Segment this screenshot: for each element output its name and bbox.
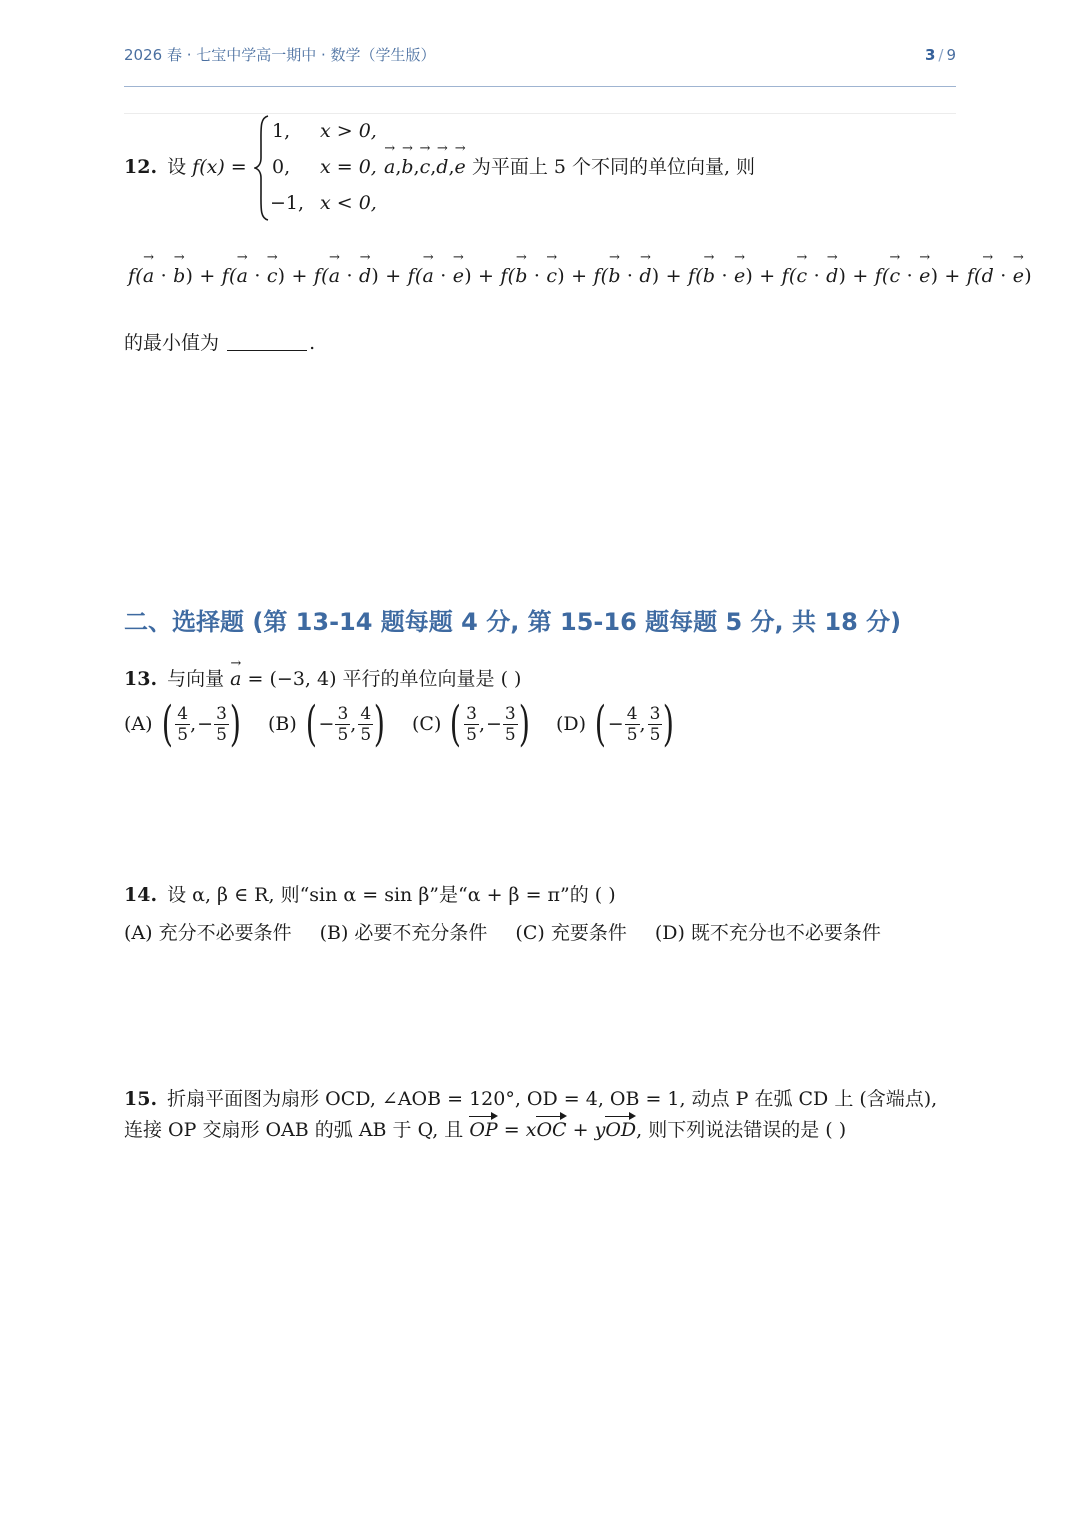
vec-a: → a: [384, 156, 395, 178]
q12-tail-text: 为平面上 5 个不同的单位向量, 则: [471, 156, 756, 178]
case-cond-3: x < 0,: [320, 192, 377, 214]
q14-stem: [124, 880, 956, 910]
q15-number: 15.: [124, 1088, 158, 1110]
q13-option-d[interactable]: (D) ( − $\frac{4}{5}$ , $\frac{3}{5}$ ): [556, 696, 675, 752]
q12-min-text: 的最小值为: [124, 332, 220, 354]
header-rule: [124, 86, 956, 87]
q15-plus: + y: [572, 1119, 606, 1141]
sum-term: f(→ a · → d): [314, 265, 379, 287]
q12-min-line: [124, 328, 315, 355]
q15-eq: = x: [503, 1119, 537, 1141]
page-number: [925, 46, 956, 64]
q14-options: [124, 918, 956, 948]
q13-option-b[interactable]: (B) ( − $\frac{3}{5}$ , $\frac{4}{5}$ ): [268, 696, 386, 752]
q12-lead: [124, 152, 247, 179]
vec-d: → d: [436, 156, 448, 178]
sum-term: f(→ b · → c): [500, 265, 564, 287]
case-value-3: −1,: [270, 192, 305, 214]
vec-oc: OC: [536, 1115, 566, 1145]
q14-text: 设 α, β ∈ R, 则“sin α = sin β”是“α + β = π”的 ( ): [167, 884, 616, 906]
q13-vec-a: → a: [230, 664, 241, 694]
q13-number: 13.: [124, 668, 158, 690]
q15-text-1: 折扇平面图为扇形 OCD, ∠AOB = 120°, OD = 4, OB = 1, 动点 P 在弧 CD 上 (含端点),: [167, 1088, 938, 1110]
vec-op: OP: [469, 1115, 497, 1145]
sum-term: f(→ d · → e): [967, 265, 1032, 287]
header-title: 2026 春 · 七宝中学高一期中 · 数学（学生版）: [124, 46, 436, 64]
sum-term: f(→ c · → e): [875, 265, 939, 287]
q12-vectors-line: → a,→ b,→ c,→ d,→ e 为平面上 5 个不同的单位向量, 则: [384, 152, 755, 179]
sum-term: f(→ b · → d): [593, 265, 659, 287]
case-value-1: 1,: [272, 120, 291, 142]
vec-od: OD: [605, 1115, 636, 1145]
section-title: 二、选择题 (第 13-14 题每题 4 分, 第 15-16 题每题 5 分, 共 18 分): [124, 608, 902, 636]
header-subrule: [124, 113, 956, 114]
q12-fx: f(x) =: [192, 156, 247, 178]
q15-text-2b: , 则下列说法错误的是 ( ): [636, 1119, 847, 1141]
page-current: 3: [924, 45, 936, 64]
q13-option-c[interactable]: (C) ( $\frac{3}{5}$ , − $\frac{3}{5}$ ): [412, 696, 530, 752]
q12-number: 12.: [124, 156, 158, 178]
vec-c: → c: [420, 156, 431, 178]
q13-text-b: = (−3, 4) 平行的单位向量是 ( ): [247, 668, 522, 690]
case-cond-1: x > 0,: [320, 120, 377, 142]
q13-option-a[interactable]: (A) ( $\frac{4}{5}$ , − $\frac{3}{5}$ ): [124, 696, 241, 752]
case-value-2: 0,: [272, 156, 291, 178]
q14-option-d[interactable]: (D) 既不充分也不必要条件: [654, 922, 881, 944]
q14-option-a[interactable]: (A) 充分不必要条件: [124, 922, 292, 944]
q15-line-2: [124, 1115, 956, 1145]
q14-option-b[interactable]: (B) 必要不充分条件: [319, 922, 488, 944]
sum-term: f(→ b · → e): [688, 265, 753, 287]
q14-number: 14.: [124, 884, 158, 906]
piecewise-brace: [254, 114, 270, 222]
page-total: 9: [946, 45, 956, 64]
page-header: [124, 44, 956, 65]
case-cond-2: x = 0,: [320, 156, 377, 178]
q15-line-1: [124, 1084, 956, 1114]
answer-blank[interactable]: [227, 350, 307, 351]
sum-term: f(→ a · → b): [128, 265, 193, 287]
q12-lead-text: 设: [167, 156, 187, 178]
vec-b: → b: [401, 156, 413, 178]
page-sep: /: [938, 45, 944, 64]
q14-option-c[interactable]: (C) 充要条件: [515, 922, 627, 944]
sum-term: f(→ a · → c): [222, 265, 286, 287]
q12-min-end: .: [309, 332, 316, 354]
q13-stem: [124, 664, 956, 694]
q12-sum-expression: f(→ a · → b) + f(→ a · → c) + f(→ a · → d) + f(→ a · → e) + f(→ b · → c) + f(→ b · → d) + f(→ b · → e) + f(→ c · → d) + f(→ c · → e) + f(→ d · → e): [128, 265, 1032, 287]
sum-term: f(→ a · → e): [408, 265, 472, 287]
vec-e: → e: [455, 156, 466, 178]
q15-text-2a: 连接 OP 交扇形 OAB 的弧 AB 于 Q, 且: [124, 1119, 464, 1141]
sum-term: f(→ c · → d): [782, 265, 846, 287]
q13-text-a: 与向量: [167, 668, 225, 690]
